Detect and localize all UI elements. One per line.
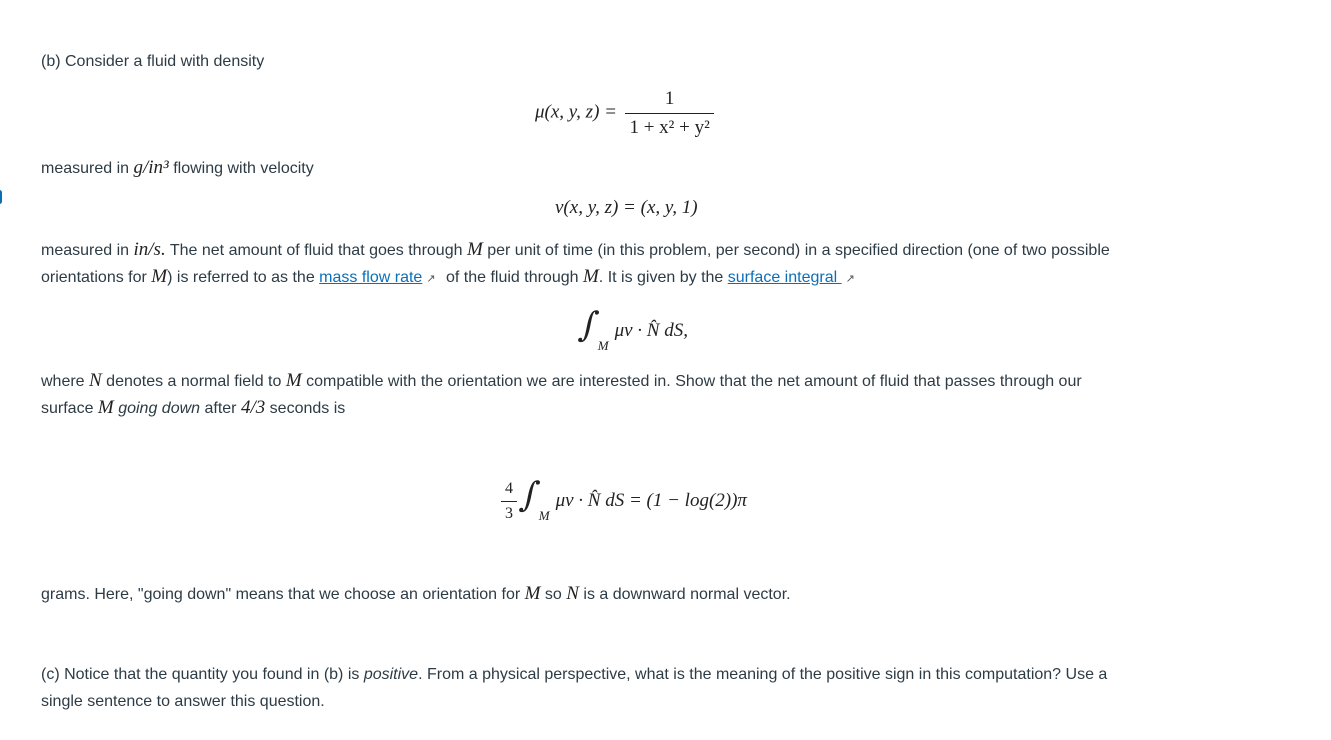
density-units-text: measured in g/in³ flowing with velocity [41, 157, 314, 178]
external-link-icon: ↗ [426, 273, 436, 285]
part-b-intro: (b) Consider a fluid with density [41, 53, 265, 70]
external-link-icon: ↗ [845, 273, 855, 285]
paragraph-line-3: where N denotes a normal field to M compatible with the orientation we are interested in. Show that the net amount of fluid that passes through our [41, 370, 1082, 391]
integral-sign: ∫ [517, 475, 543, 515]
surface-integral-link[interactable]: surface integral [727, 269, 842, 286]
part-c-line-2: single sentence to answer this question. [41, 693, 325, 710]
result-equation: $\frac{4}{3}$ $\int_M\mu v$ · N̂ dS = (1 − log(2))π [497, 475, 747, 523]
paragraph-line-5: grams. Here, "going down" means that we choose an orientation for M so N is a downward normal vector. [41, 583, 791, 604]
paragraph-line-2: orientations for M) is referred to as the mass flow rate ↗ of the fluid through M. It is given by the surface integral ↗ [41, 266, 855, 287]
paragraph-line-1: measured in in/s. The net amount of fluid that goes through M per unit of time (in this problem, per second) in a specified direction (one of two possible [41, 239, 1110, 260]
integral-sign: ∫ [576, 305, 602, 345]
part-c-line-1: (c) Notice that the quantity you found in (b) is positive. From a physical perspective, what is the meaning of the positive sign in this computation? Use a [41, 666, 1108, 683]
density-equation: μ(x, y, z) = $\frac{1}{\text{1 + x² + y²}}$ [535, 88, 718, 139]
paragraph-line-4: surface M going down after 4/3 seconds is [41, 397, 346, 418]
velocity-equation: v(x, y, z) = (x, y, 1) [555, 197, 698, 218]
mass-flow-rate-link[interactable]: mass flow rate [319, 269, 423, 286]
scroll-edge-marker [0, 190, 2, 204]
mass-flow-integral: $\int_M\mu v$ · N̂ dS, [576, 305, 688, 353]
